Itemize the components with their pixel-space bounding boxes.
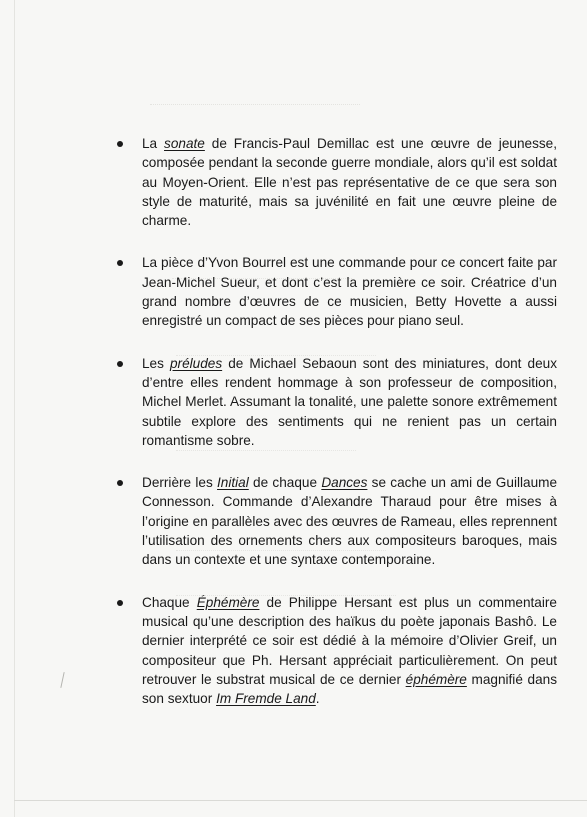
list-item [117,593,557,709]
list-item [117,473,557,569]
bleed-line [150,92,360,105]
bullet-dot-icon [117,141,123,147]
paragraph-text: Les préludes de Michael Sebaoun sont des miniatures, dont deux d’entre elles rendent hommage à son professeur de composition, Michel Merlet. Assumant la tonalité, une palette sonore extrêmement subtile explore des sentiments qui ne renient pas un certain romantisme sobre. [142,355,557,448]
list-item [117,253,557,330]
emphasized-title: Éphémère [196,594,260,610]
list-item [117,354,557,450]
bullet-dot-icon [117,361,123,367]
bullet-list [117,134,557,708]
list-item [117,134,557,230]
paragraph-text: Chaque Éphémère de Philippe Hersant est plus un commentaire musical qu’une description des haïkus du poète japonais Bashô. Le dernier interprété ce soir est dédié à la mémoire d’Olivier Greif, un compositeur que Ph. Hersant appréciait particulièrement. On peut retrouver le substrat musical de ce dernier éphémère magnifié dans son sextuor Im Fremde Land. [142,594,558,707]
paragraph-text: Derrière les Initial de chaque Dances se cache un ami de Guillaume Connesson. Commande d’Alexandre Tharaud pour être mises à l’origine en parallèles avec des œuvres de Rameau, elles reprennent l’utilisation des ornements chers aux compositeurs baroques, mais dans un contexte et une syntaxe contemporaine. [142,475,558,568]
emphasized-title: Im Fremde Land [216,691,316,707]
emphasized-title: Initial [217,475,249,491]
bullet-dot-icon [117,480,123,486]
emphasized-title: sonate [164,136,205,151]
bullet-dot-icon [117,260,123,266]
paragraph-text: La pièce d’Yvon Bourrel est une commande pour ce concert faite par Jean-Michel Sueur, et dont c’est la première ce soir. Créatrice d’un grand nombre d’œuvres de ce musicien, Betty Hovette a aussi enregistré un compact de ses pièces pour piano seul. [142,255,557,329]
emphasized-title: éphémère [405,671,467,687]
emphasized-title: préludes [169,355,223,371]
bullet-dot-icon [117,600,123,606]
paragraph-text: La sonate de Francis-Paul Demillac est une œuvre de jeunesse, composée pendant la seconde guerre mondiale, alors qu’il est soldat au Moyen-Orient. Elle n’est pas représentative de ce que sera son style de maturité, mais sa juvénilité en fait une œuvre pleine de charme. [142,136,557,229]
emphasized-title: Dances [321,475,368,491]
